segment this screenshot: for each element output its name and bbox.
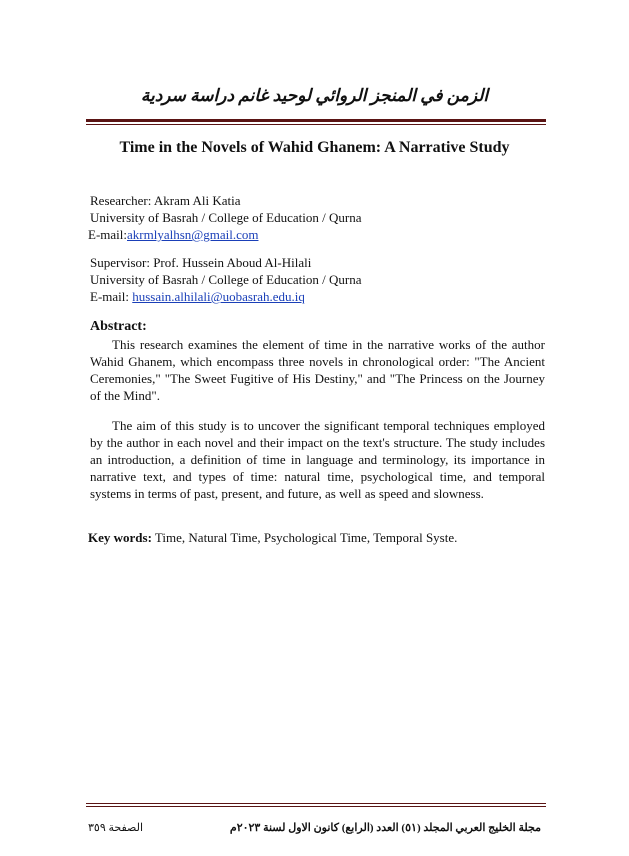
researcher-email-line — [88, 226, 258, 243]
keywords-line — [88, 529, 457, 546]
footer-divider-second — [86, 806, 546, 807]
abstract-paragraph-1: This research examines the element of time in the narrative works of the author Wahid Ghanem, which encompass three novels in chronological order: "The Ancient Ceremonies," "The Sweet Fugitive of His Destiny," and "The Princess on the Journey of the Mind". — [90, 337, 545, 403]
researcher-email-link[interactable]: akrmlyalhsn@gmail.com — [127, 227, 259, 242]
journal-running-title: الزمن في المنجز الروائي لوحيد غانم دراسة سردية — [140, 86, 489, 105]
supervisor-affiliation: University of Basrah / College of Education / Qurna — [90, 272, 362, 287]
footer-page-number: الصفحة ٣٥٩ — [88, 822, 143, 834]
header-divider-thin — [86, 124, 546, 125]
keywords-label: Key words: — [88, 530, 152, 545]
supervisor-email-link[interactable]: hussain.alhilali@uobasrah.edu.iq — [132, 289, 305, 304]
abstract-heading: Abstract: — [90, 319, 147, 334]
footer-divider — [86, 803, 546, 804]
supervisor-email-label: E-mail: — [90, 289, 133, 304]
header-divider — [86, 119, 546, 122]
paper-title: Time in the Novels of Wahid Ghanem: A Narrative Study — [119, 139, 510, 156]
abstract-paragraph-2: The aim of this study is to uncover the significant temporal techniques employed by the author in each novel and their impact on the text's structure. The study includes an introduction, a definition of time in language and terminology, its importance in narrative text, and types of time: natural time, psychological time, and temporal systems in terms of past, present, and future, as well as speed and slowness. — [90, 418, 545, 501]
footer-journal-citation: مجلة الخليج العربي المجلد (٥١) العدد (الرابع) كانون الاول لسنة ٢٠٢٣م — [229, 822, 541, 834]
supervisor-name: Supervisor: Prof. Hussein Aboud Al-Hilali — [90, 255, 312, 270]
keywords-text: Time, Natural Time, Psychological Time, Temporal Syste. — [151, 530, 458, 545]
supervisor-email-line — [90, 288, 305, 305]
researcher-email-label: E-mail: — [88, 227, 127, 242]
researcher-affiliation: University of Basrah / College of Education / Qurna — [90, 210, 362, 225]
researcher-name: Researcher: Akram Ali Katia — [90, 193, 241, 208]
